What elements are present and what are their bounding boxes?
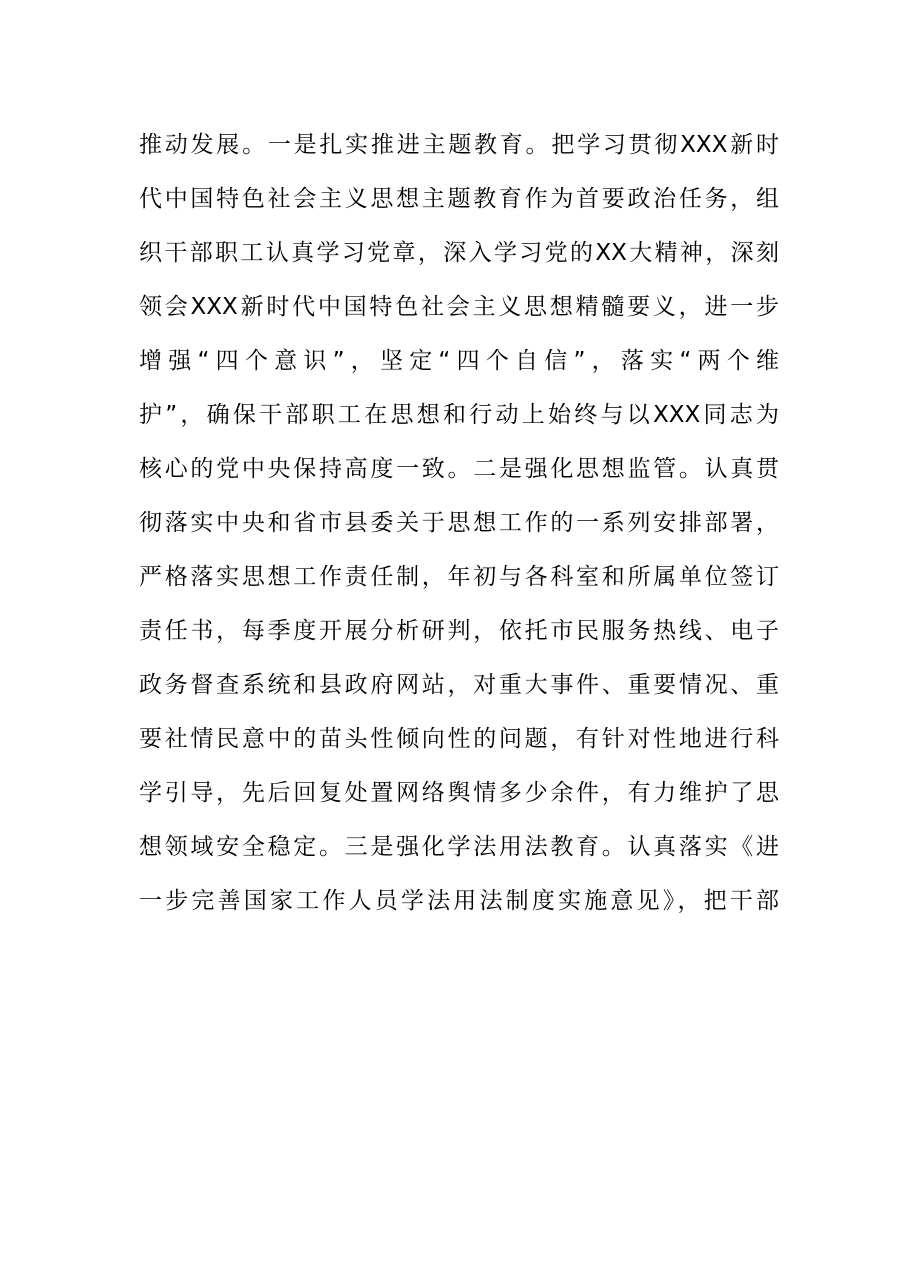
text-line-8: 彻落实中央和省市县委关于思想工作的一系列安排部署， [139,510,779,536]
text-line-15: 一步完善国家工作人员学法用法制度实施意见》，把干部 [139,888,779,914]
text-line-3: 织干部职工认真学习党章，深入学习党的XX大精神，深刻 [139,240,779,266]
text-line-1: 推动发展。一是扎实推进主题教育。把学习贯彻XXX新时 [139,132,779,158]
text-line-14: 想领域安全稳定。三是强化学法用法教育。认真落实《进 [139,834,779,860]
text-line-6: 护”，确保干部职工在思想和行动上始终与以XXX同志为 [139,402,779,428]
body-paragraph [139,118,779,928]
text-line-5: 增强“四个意识”，坚定“四个自信”，落实“两个维 [139,348,779,374]
text-line-10: 责任书，每季度开展分析研判，依托市民服务热线、电子 [139,618,779,644]
text-line-12: 要社情民意中的苗头性倾向性的问题，有针对性地进行科 [139,726,779,752]
text-line-9: 严格落实思想工作责任制，年初与各科室和所属单位签订 [139,564,779,590]
text-line-4: 领会XXX新时代中国特色社会主义思想精髓要义，进一步 [139,294,779,320]
text-line-7: 核心的党中央保持高度一致。二是强化思想监管。认真贯 [139,456,779,482]
text-line-2: 代中国特色社会主义思想主题教育作为首要政治任务，组 [139,186,779,212]
text-line-13: 学引导，先后回复处置网络舆情多少余件，有力维护了思 [139,780,779,806]
text-line-11: 政务督查系统和县政府网站，对重大事件、重要情况、重 [139,672,779,698]
